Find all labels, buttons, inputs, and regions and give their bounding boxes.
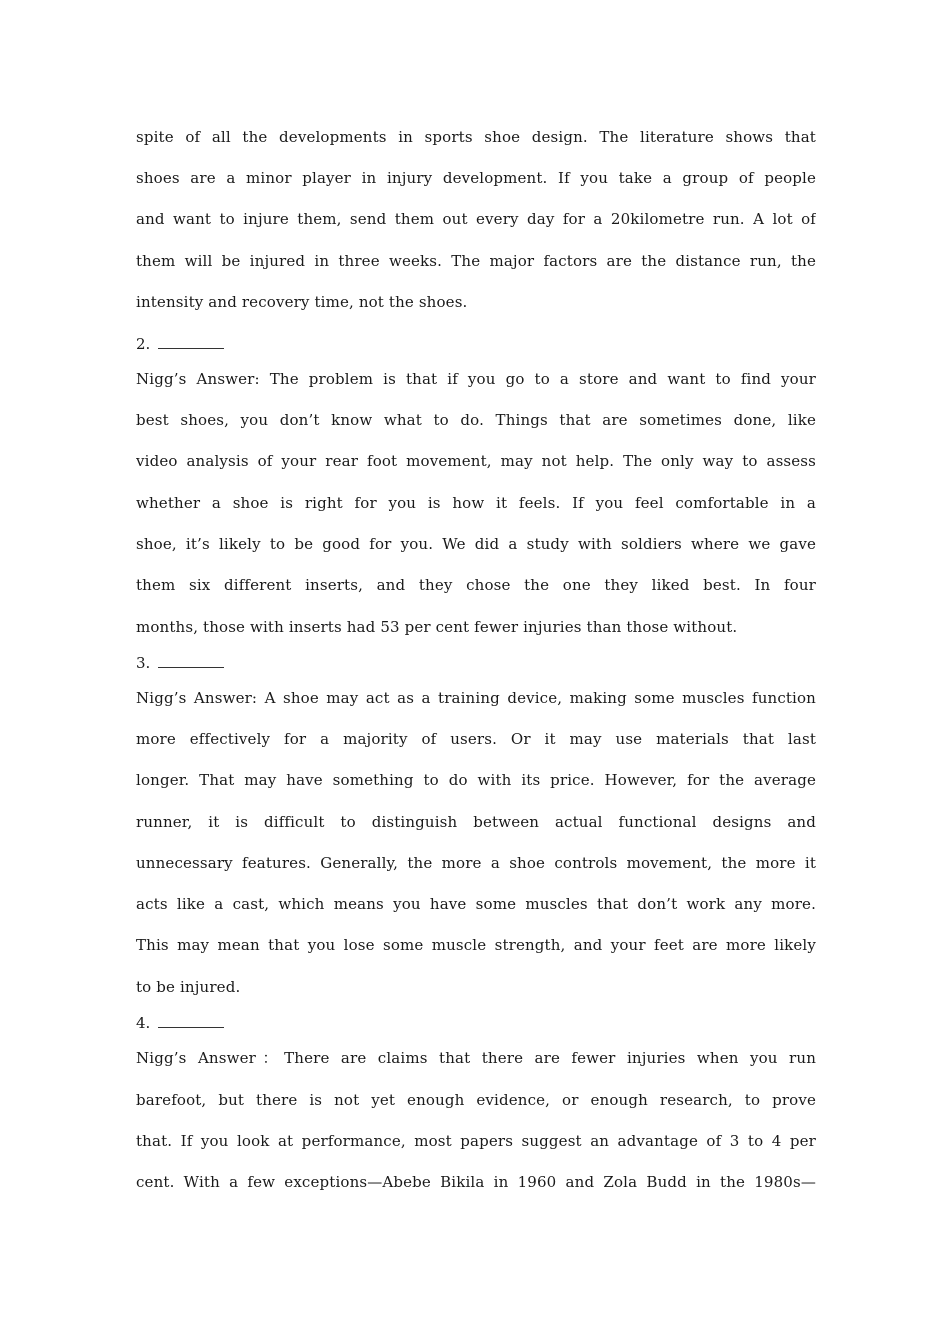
answer-line: runner, it is difficult to distinguish between actual functional designs and — [136, 812, 816, 831]
question-number-label: 3. — [136, 654, 151, 673]
answer-line: whether a shoe is right for you is how it feels. If you feel comfortable in a — [136, 493, 816, 512]
answer-line: longer. That may have something to do with its price. However, for the average — [136, 771, 816, 790]
answer-line: best shoes, you don’t know what to do. Things that are sometimes done, like — [136, 411, 816, 430]
answer-line: Nigg’s Answer: The problem is that if you go to a store and want to find your — [136, 369, 816, 388]
text-line: shoes are a minor player in injury development. If you take a group of people — [136, 169, 816, 188]
answer-line: them six different inserts, and they chose the one they liked best. In four — [136, 575, 816, 594]
answer-line: Nigg’s Answer：There are claims that there are fewer injuries when you run — [136, 1049, 816, 1068]
answer-blank[interactable] — [158, 334, 224, 349]
answer-blank[interactable] — [158, 1013, 224, 1028]
answer-line: Nigg’s Answer: A shoe may act as a training device, making some muscles function — [136, 689, 816, 708]
question-block-2 — [136, 326, 816, 645]
answer-blank[interactable] — [158, 653, 224, 668]
answer-line: acts like a cast, which means you have some muscles that don’t work any more. — [136, 895, 816, 913]
answer-line: video analysis of your rear foot movement, may not help. The only way to assess — [136, 452, 816, 471]
question-block-4 — [136, 1005, 816, 1206]
question-block-3 — [136, 645, 816, 1005]
answer-line: months, those with inserts had 53 per cent fewer injuries than those without. — [136, 618, 738, 637]
answer-line: cent. With a few exceptions—Abebe Bikila in 1960 and Zola Budd in the 1980s— — [136, 1172, 816, 1191]
text-line: and want to injure them, send them out every day for a 20kilometre run. A lot of — [136, 210, 816, 229]
text-line: intensity and recovery time, not the shoes. — [136, 292, 468, 311]
answer-line: that. If you look at performance, most papers suggest an advantage of 3 to 4 per — [136, 1131, 816, 1150]
intro-paragraph — [136, 120, 816, 326]
question-number — [136, 645, 816, 681]
question-number-label: 2. — [136, 334, 151, 353]
document-page — [136, 120, 816, 1206]
answer-line: unnecessary features. Generally, the more a shoe controls movement, the more it — [136, 853, 816, 872]
answer-line: to be injured. — [136, 978, 241, 997]
answer-line: more effectively for a majority of users. Or it may use materials that last — [136, 730, 816, 749]
answer-line: barefoot, but there is not yet enough evidence, or enough research, to prove — [136, 1090, 816, 1109]
question-number-label: 4. — [136, 1014, 151, 1033]
text-line: them will be injured in three weeks. The major factors are the distance run, the — [136, 251, 816, 270]
question-number — [136, 326, 816, 362]
question-number — [136, 1005, 816, 1041]
answer-line: shoe, it’s likely to be good for you. We did a study with soldiers where we gave — [136, 534, 816, 553]
answer-line: This may mean that you lose some muscle strength, and your feet are more likely — [136, 936, 816, 955]
text-line: spite of all the developments in sports shoe design. The literature shows that — [136, 128, 816, 146]
